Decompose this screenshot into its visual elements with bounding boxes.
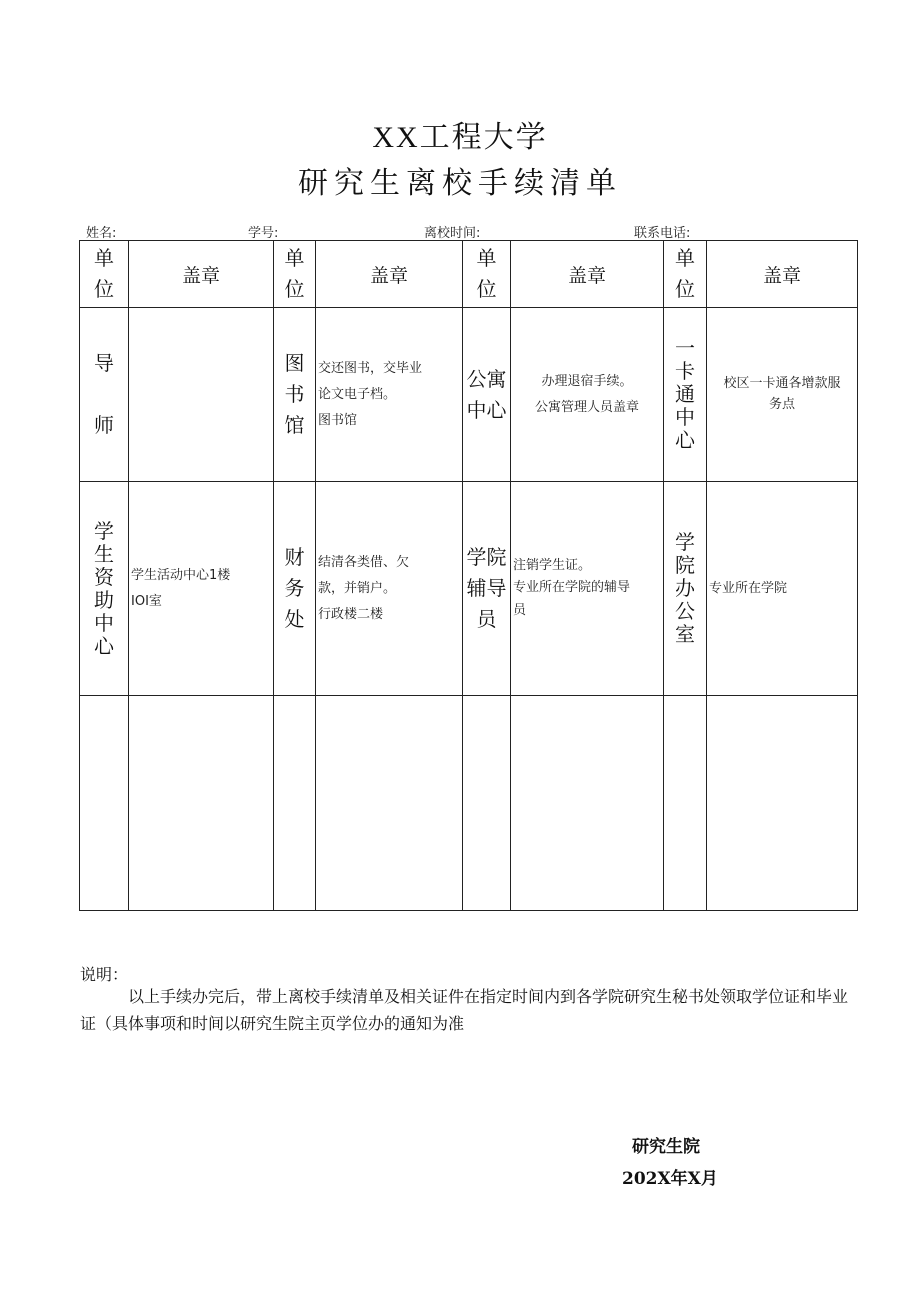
unit-cell-college-counselor: 学院 辅导 员 [463,482,511,696]
stamp-cell-college-office: 专业所在学院 [707,482,858,696]
stamp-cell-empty [129,696,274,911]
stamp-cell-college-counselor: 注销学生证。 专业所在学院的辅导 员 [511,482,664,696]
unit-cell-empty [80,696,129,911]
explanation-title: 说明： [80,965,129,984]
stamp-cell-empty [511,696,664,911]
stamp-header-cell: 盖章 [316,241,463,308]
leave-time-field-label: 离校时间: [424,226,481,241]
unit-cell-card-center: 一 卡 通 中 心 [664,308,707,482]
name-field-label: 姓名: [86,226,117,241]
unit-cell-apartment-center: 公寓 中心 [463,308,511,482]
unit-cell-student-aid-center: 学 生 资 助 中 心 [80,482,129,696]
student-id-field-label: 学号: [248,226,279,241]
unit-cell-library: 图 书 馆 [274,308,316,482]
signature-date: 202X年X月 [622,1169,718,1189]
phone-field-label: 联系电话: [634,226,691,241]
stamp-header-cell: 盖章 [129,241,274,308]
explanation-body: 以上手续办完后，带上离校手续清单及相关证件在指定时间内到各学院研究生秘书处领取学位证和毕业证（具体事项和时间以研究生院主页学位办的通知为准 [80,987,849,1033]
stamp-cell-card-center: 校区一卡通各增款服 务点 [707,308,858,482]
signature-organization: 研究生院 [632,1137,700,1157]
stamp-header-cell: 盖章 [511,241,664,308]
unit-header-cell: 单 位 [274,241,316,308]
unit-cell-college-office: 学 院 办 公 室 [664,482,707,696]
unit-cell-advisor: 导 师 [80,308,129,482]
unit-header-cell: 单 位 [664,241,707,308]
table-row [80,308,858,482]
stamp-cell-advisor [129,308,274,482]
unit-cell-finance-office: 财 务 处 [274,482,316,696]
stamp-cell-empty [707,696,858,911]
table-row [80,482,858,696]
document-title: XX工程大学 [372,121,548,154]
clearance-table [79,240,858,911]
stamp-cell-student-aid-center: 学生活动中心1楼 IOI室 [129,482,274,696]
table-row [80,696,858,911]
unit-header-cell: 单 位 [463,241,511,308]
table-header-row [80,241,858,308]
unit-cell-empty [664,696,707,911]
unit-header-cell: 单 位 [80,241,129,308]
stamp-cell-empty [316,696,463,911]
stamp-cell-library: 交还图书，交毕业 论文电子档。 图书馆 [316,308,463,482]
unit-cell-empty [463,696,511,911]
stamp-header-cell: 盖章 [707,241,858,308]
document-subtitle: 研究生离校手续清单 [298,166,622,201]
stamp-cell-finance-office: 结清各类借、欠 款，并销户。 行政楼二楼 [316,482,463,696]
unit-cell-empty [274,696,316,911]
stamp-cell-apartment-center: 办理退宿手续。 公寓管理人员盖章 [511,308,664,482]
